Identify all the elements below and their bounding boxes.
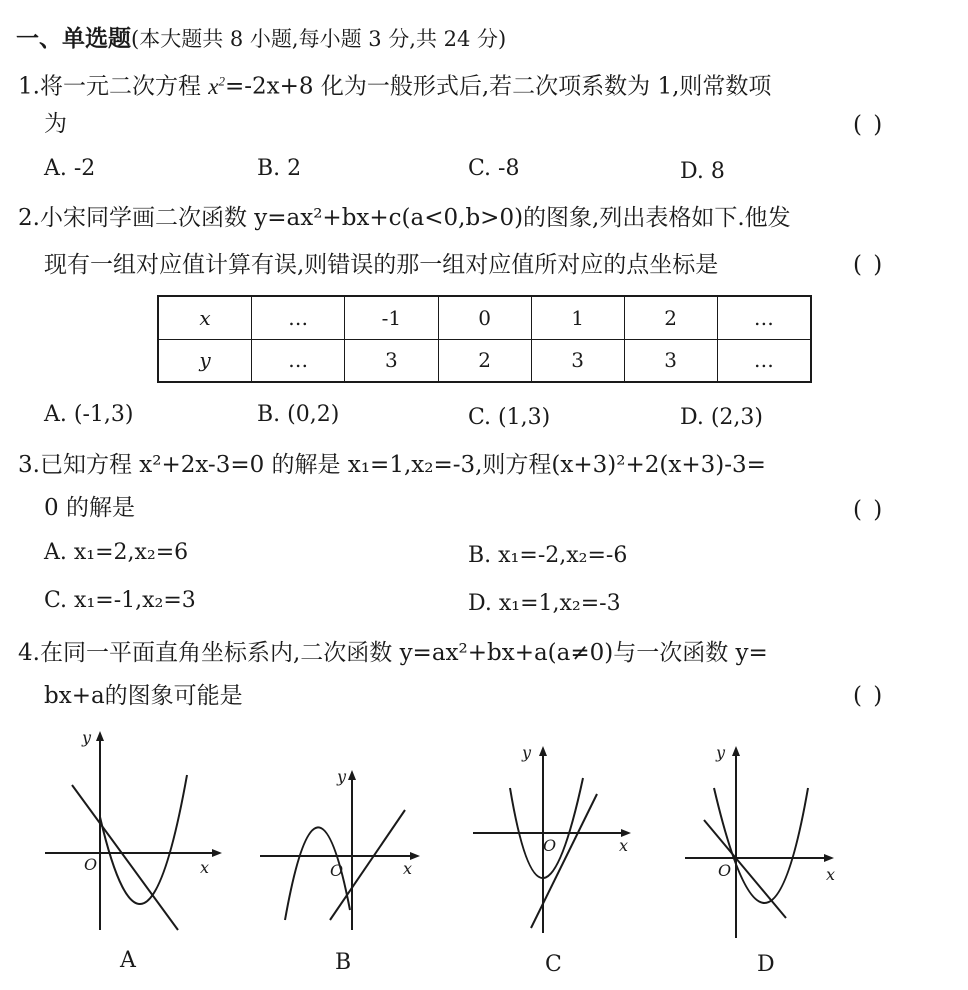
origin-label: O bbox=[330, 861, 344, 880]
graph-d-label: D bbox=[757, 952, 775, 977]
q3-option-a[interactable]: A. x₁=2,x₂=6 bbox=[44, 540, 189, 565]
graph-a-label: A bbox=[120, 948, 136, 973]
y-axis-label: y bbox=[82, 728, 92, 747]
y-axis-label: y bbox=[337, 767, 347, 786]
q2-option-b[interactable]: B. (0,2) bbox=[257, 402, 340, 427]
table-cell: … bbox=[717, 296, 811, 339]
q1-answer-blank[interactable]: ( ) bbox=[853, 112, 885, 138]
x-axis-label: x bbox=[200, 858, 210, 877]
table-cell: … bbox=[251, 296, 344, 339]
q3-line2: 0 的解是 bbox=[44, 495, 135, 521]
graph-c-label: C bbox=[545, 952, 562, 977]
table-cell: y bbox=[158, 339, 251, 382]
x-axis-label: x bbox=[403, 859, 413, 878]
q2-answer-blank[interactable]: ( ) bbox=[853, 252, 885, 278]
q4-line2: bx+a的图象可能是 bbox=[44, 683, 243, 709]
q1-line2: 为 bbox=[44, 111, 67, 137]
y-axis-label: y bbox=[522, 743, 532, 762]
q3-option-c[interactable]: C. x₁=-1,x₂=3 bbox=[44, 588, 196, 613]
y-axis-arrow bbox=[96, 731, 104, 741]
table-cell: 3 bbox=[531, 339, 624, 382]
table-cell: 3 bbox=[624, 339, 717, 382]
origin-label: O bbox=[718, 861, 732, 880]
table-cell: 2 bbox=[624, 296, 717, 339]
section-title: 一、单选题 bbox=[16, 25, 131, 52]
q3-option-d[interactable]: D. x₁=1,x₂=-3 bbox=[468, 591, 621, 616]
y-axis-label: y bbox=[716, 743, 726, 762]
table-cell: -1 bbox=[345, 296, 438, 339]
graph-b-label: B bbox=[335, 950, 352, 975]
q2-option-d[interactable]: D. (2,3) bbox=[680, 405, 763, 430]
x-axis-arrow bbox=[212, 849, 222, 857]
straight-line bbox=[704, 820, 786, 918]
q1-option-c[interactable]: C. -8 bbox=[468, 156, 520, 181]
origin-label: O bbox=[543, 836, 557, 855]
y-axis-arrow bbox=[732, 746, 740, 756]
table-row-y bbox=[158, 339, 811, 382]
table-cell: … bbox=[717, 339, 811, 382]
section-heading bbox=[16, 20, 506, 53]
q2-line2: 现有一组对应值计算有误,则错误的那一组对应值所对应的点坐标是 bbox=[44, 252, 719, 278]
graph-a[interactable] bbox=[40, 725, 230, 935]
q4-line1: 4.在同一平面直角坐标系内,二次函数 y=ax²+bx+a(a≠0)与一次函数 y= bbox=[18, 640, 768, 666]
parabola bbox=[714, 788, 808, 903]
straight-line bbox=[531, 794, 597, 928]
parabola bbox=[510, 778, 583, 878]
table-cell: 2 bbox=[438, 339, 531, 382]
q2-option-c[interactable]: C. (1,3) bbox=[468, 405, 551, 430]
y-axis-arrow bbox=[348, 770, 356, 780]
q1-option-b[interactable]: B. 2 bbox=[257, 156, 302, 181]
q4-answer-blank[interactable]: ( ) bbox=[853, 683, 885, 709]
table-cell: 3 bbox=[345, 339, 438, 382]
q2-line1: 2.小宋同学画二次函数 y=ax²+bx+c(a<0,b>0)的图象,列出表格如下.他发 bbox=[18, 205, 791, 231]
x-axis-label: x bbox=[826, 865, 836, 884]
table-row-x bbox=[158, 296, 811, 339]
graph-c[interactable] bbox=[465, 738, 640, 938]
q3-line1: 3.已知方程 x²+2x-3=0 的解是 x₁=1,x₂=-3,则方程(x+3)²+2(x+3)-3= bbox=[18, 452, 766, 478]
section-note: (本大题共 8 小题,每小题 3 分,共 24 分) bbox=[131, 27, 507, 51]
q1-line1 bbox=[18, 66, 771, 102]
table-cell: 0 bbox=[438, 296, 531, 339]
q2-value-table bbox=[157, 295, 812, 383]
q1-line1-pre: 1.将一元二次方程 bbox=[18, 73, 209, 100]
x-axis-label: x bbox=[619, 836, 629, 855]
table-cell: … bbox=[251, 339, 344, 382]
q1-option-d[interactable]: D. 8 bbox=[680, 159, 725, 184]
table-cell: 1 bbox=[531, 296, 624, 339]
y-axis-arrow bbox=[539, 746, 547, 756]
table-cell: x bbox=[158, 296, 251, 339]
q1-option-a[interactable]: A. -2 bbox=[44, 156, 96, 181]
q2-option-a[interactable]: A. (-1,3) bbox=[44, 402, 134, 427]
q3-option-b[interactable]: B. x₁=-2,x₂=-6 bbox=[468, 543, 628, 568]
x-axis-arrow bbox=[824, 854, 834, 862]
q3-answer-blank[interactable]: ( ) bbox=[853, 497, 885, 523]
graph-d[interactable] bbox=[680, 738, 860, 943]
graph-b[interactable] bbox=[255, 760, 430, 935]
origin-label: O bbox=[84, 855, 98, 874]
q1-line1-post: =-2x+8 化为一般形式后,若二次项系数为 1,则常数项 bbox=[224, 73, 772, 100]
q1-x-squared: $x^2$ bbox=[208, 73, 225, 99]
